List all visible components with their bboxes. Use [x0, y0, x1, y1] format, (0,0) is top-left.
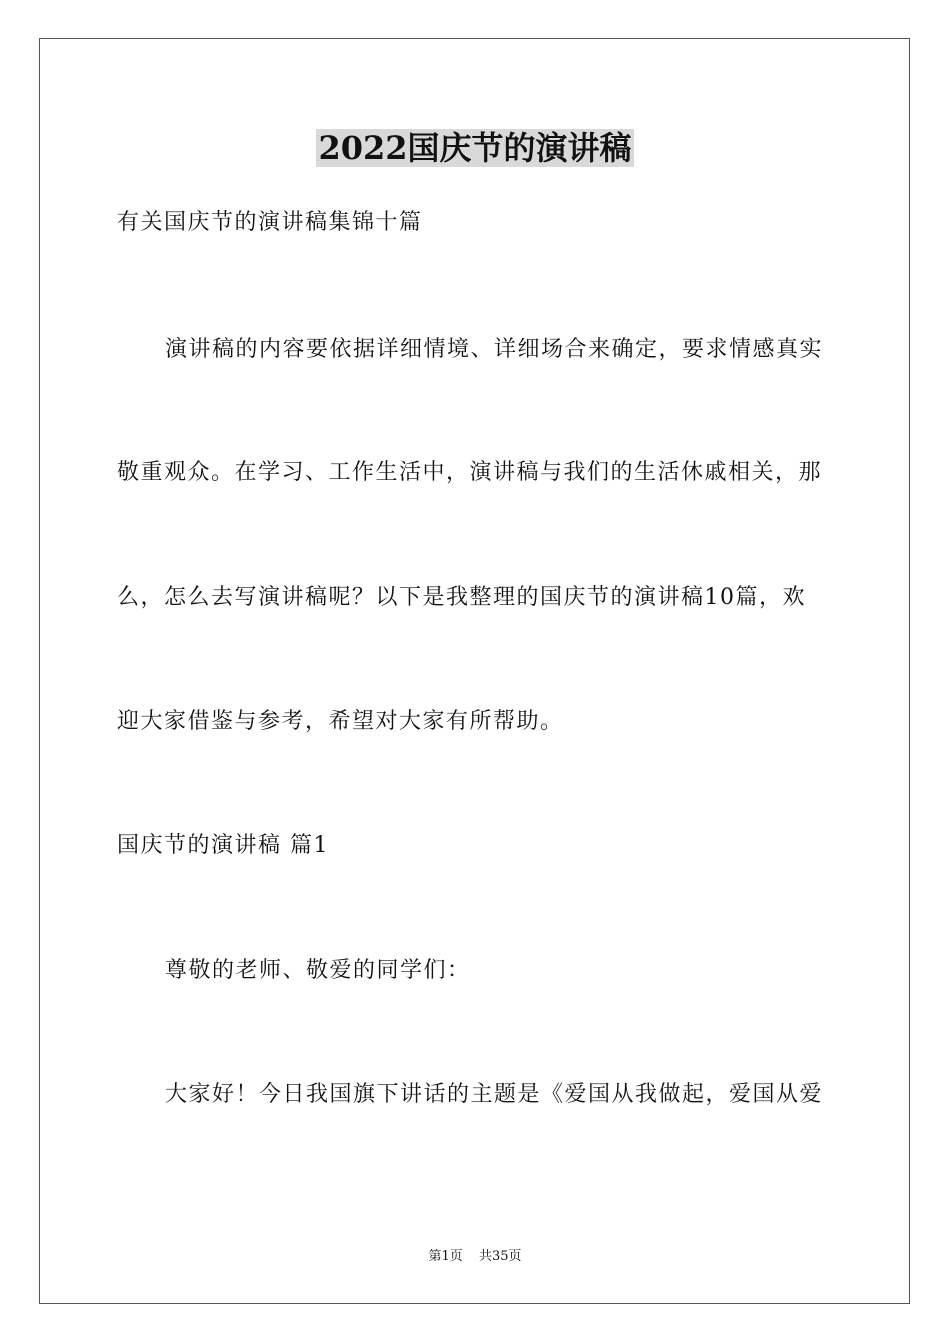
speech-greeting: 尊敬的老师、敬爱的同学们： [165, 958, 471, 983]
page-footer [0, 1248, 950, 1266]
document-title-text: 2022国庆节的演讲稿 [318, 129, 632, 167]
document-subtitle: 有关国庆节的演讲稿集锦十篇 [117, 210, 423, 235]
intro-line-1: 演讲稿的内容要依据详细情境、详细场合来确定，要求情感真实 [165, 337, 824, 362]
section-heading: 国庆节的演讲稿 篇1 [117, 833, 329, 858]
speech-body-line: 大家好！今日我国旗下讲话的主题是《爱国从我做起，爱国从爱 [165, 1082, 824, 1107]
intro-line-2: 敬重观众。在学习、工作生活中，演讲稿与我们的生活休戚相关，那 [117, 460, 823, 485]
intro-line-4: 迎大家借鉴与参考，希望对大家有所帮助。 [117, 709, 564, 734]
total-pages: 共35页 [478, 1249, 522, 1264]
document-title [0, 128, 950, 168]
page-number: 第1页 [428, 1249, 463, 1264]
intro-line-3: 么，怎么去写演讲稿呢？以下是我整理的国庆节的演讲稿10篇，欢 [117, 585, 806, 610]
